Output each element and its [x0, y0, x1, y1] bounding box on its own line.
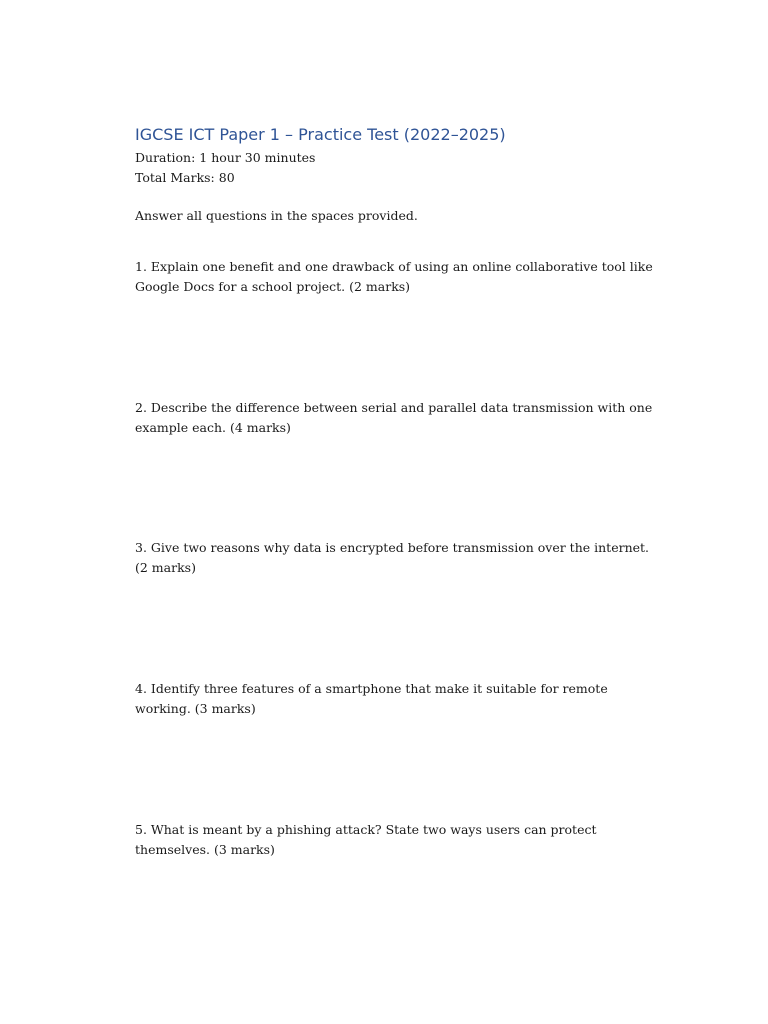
question-2: 2. Describe the difference between serial and parallel data transmission with one example each. (4 marks): [135, 400, 653, 435]
question-1: 1. Explain one benefit and one drawback of using an online collaborative tool like Google Docs for a school project. (2 marks): [135, 259, 653, 294]
question-5: 5. What is meant by a phishing attack? State two ways users can protect themselves. (3 marks): [135, 822, 597, 857]
total-marks-line: Total Marks: 80: [135, 170, 235, 185]
document-title: IGCSE ICT Paper 1 – Practice Test (2022–2025): [135, 125, 506, 144]
question-3: 3. Give two reasons why data is encrypted before transmission over the internet. (2 marks): [135, 540, 650, 575]
question-4: 4. Identify three features of a smartphone that make it suitable for remote working. (3 marks): [135, 681, 608, 716]
duration-line: Duration: 1 hour 30 minutes: [135, 150, 316, 165]
instructions-line: Answer all questions in the spaces provided.: [135, 208, 418, 223]
